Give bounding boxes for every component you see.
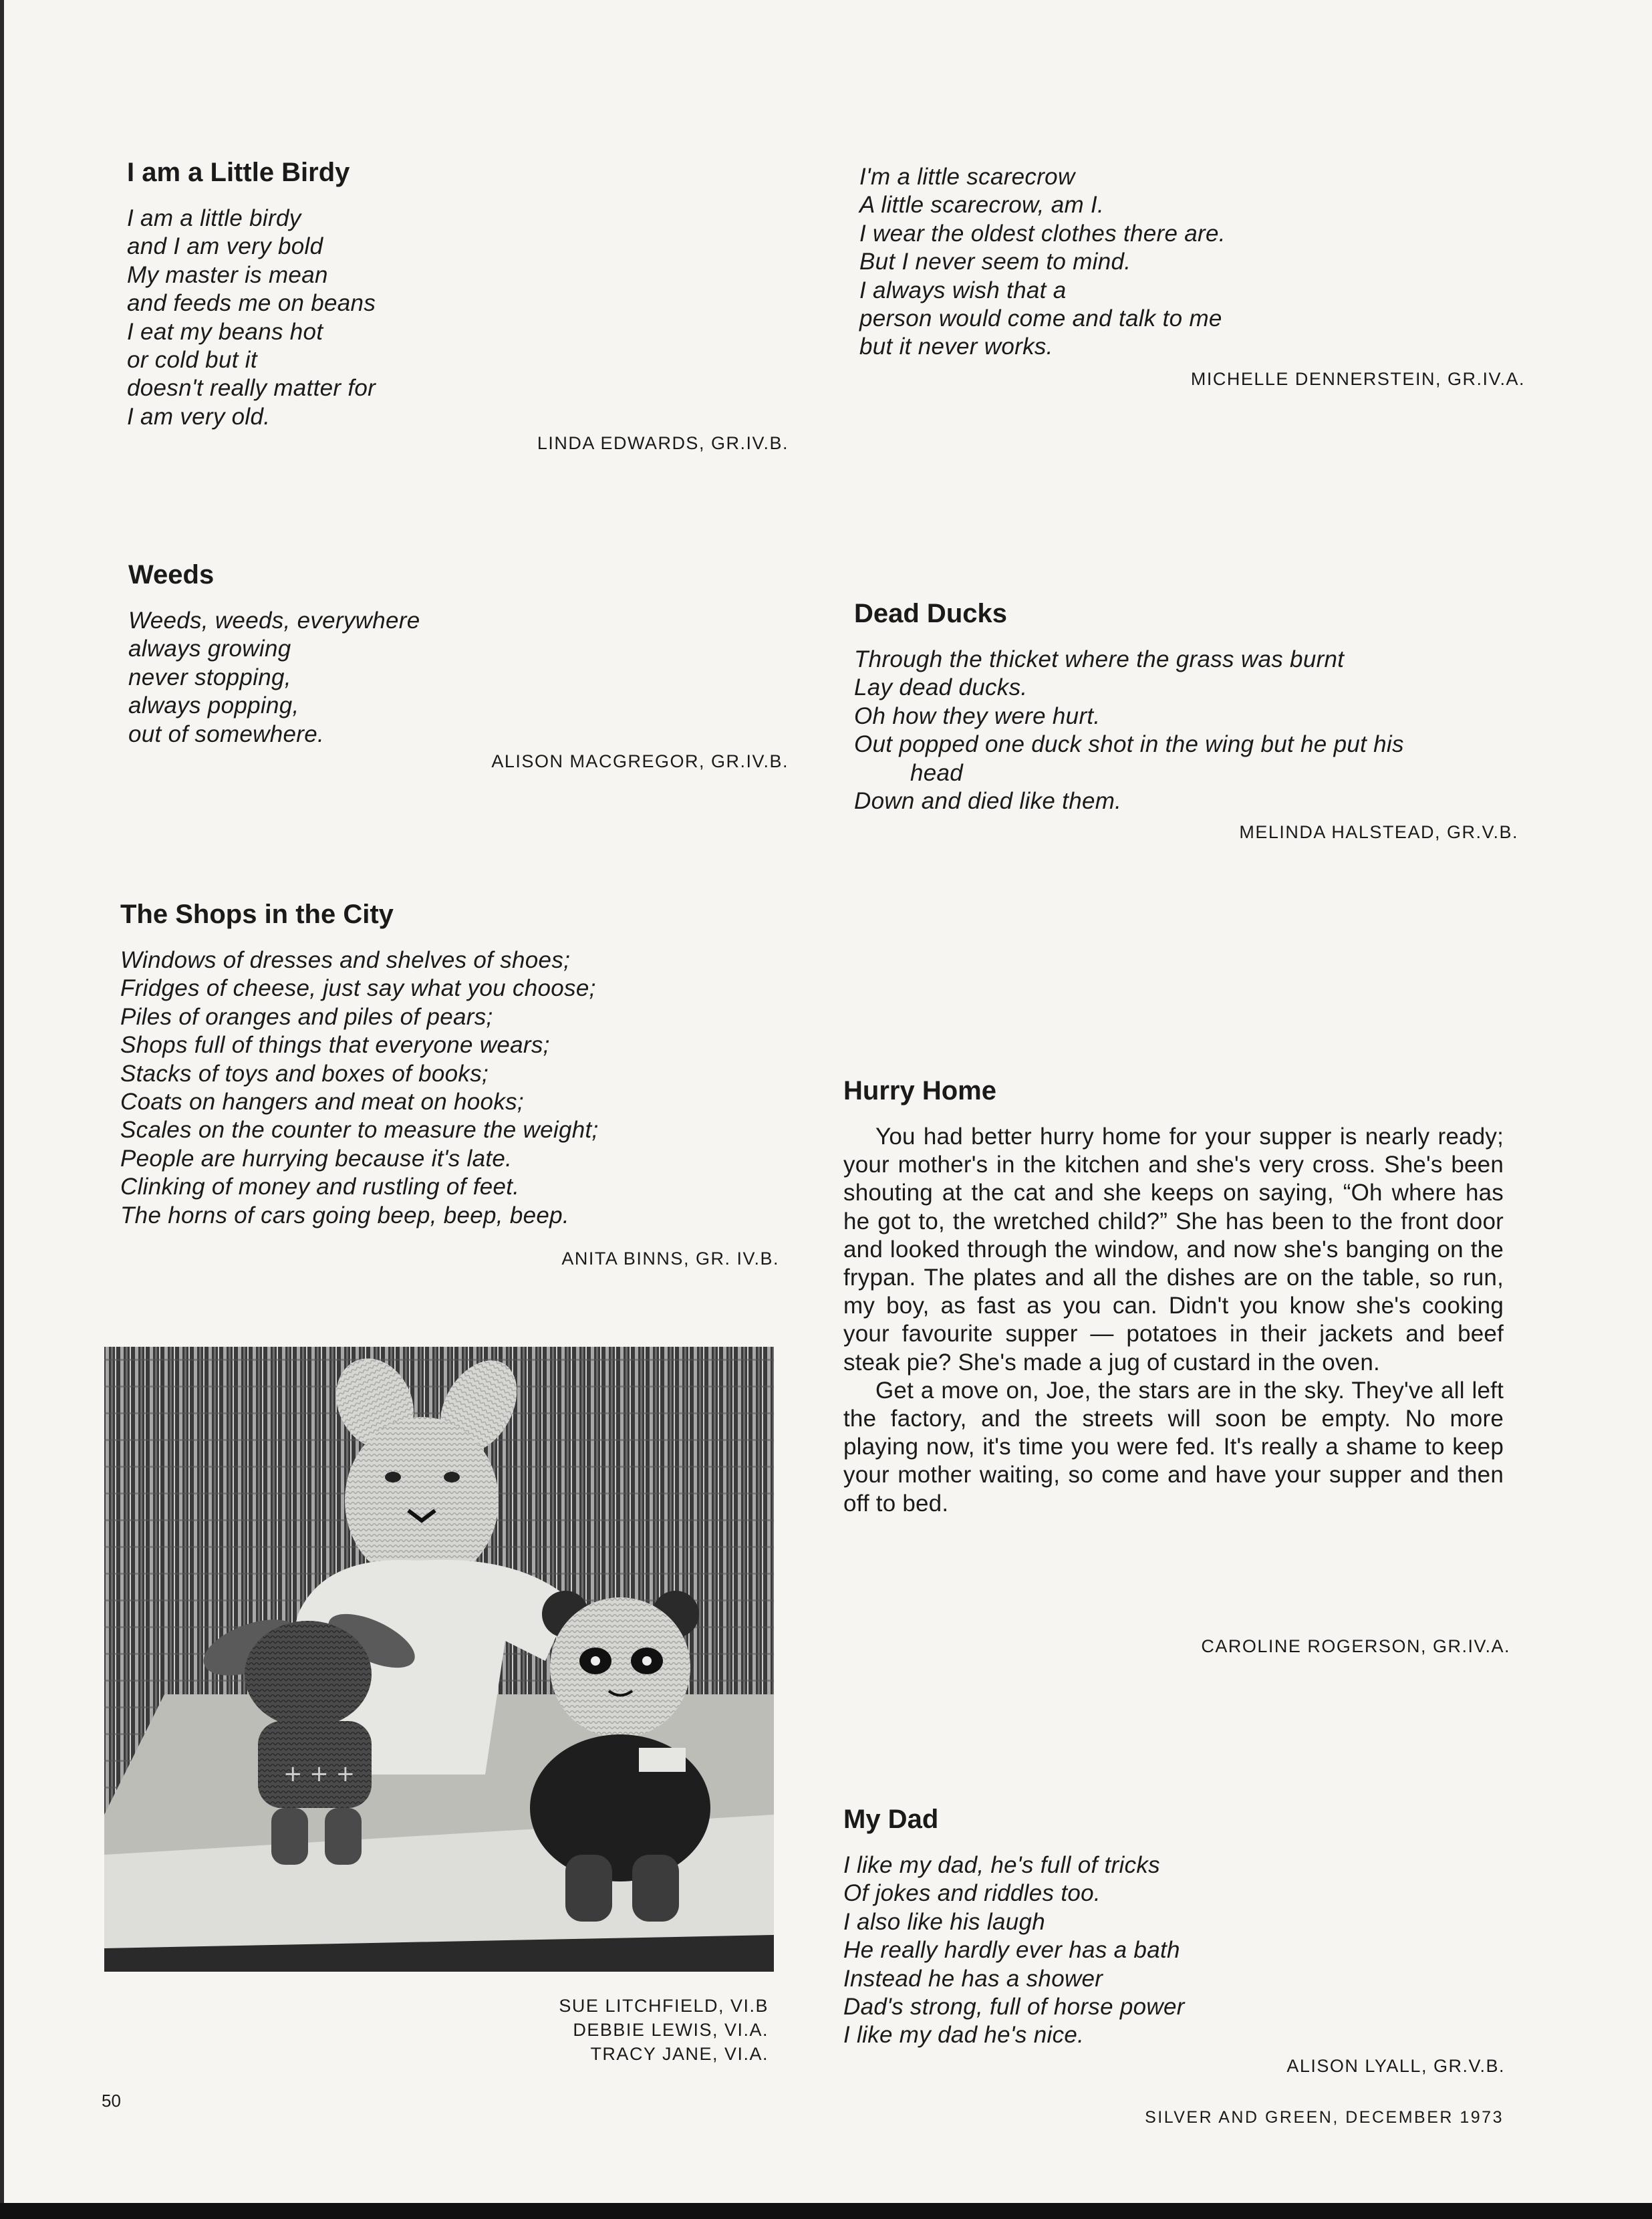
- poem-line: I also like his laugh: [843, 1908, 1046, 1935]
- poem-line: never stopping,: [128, 664, 291, 690]
- poem-line: A little scarecrow, am I.: [859, 192, 1105, 219]
- story-paragraph: You had better hurry home for your supper is nearly ready; your mother's in the kitchen and she's very cross. She's been shouting at the cat and she keeps on saying, “Oh where has he got to, the wretched child?” She has been to the front door and looked through the window, and now she's banging on the frypan. The plates and all the dishes are on the table, so run, my boy, as fast as you can. Didn't you know she's cooking your favourite supper — potatoes in their jackets and beef steak pie? She's made a jug of custard in the oven.: [843, 1124, 1504, 1376]
- poem-line: Clinking of money and rustling of feet.: [120, 1174, 520, 1200]
- author-credit: ANITA BINNS, GR. IV.B.: [561, 1249, 779, 1269]
- poem-line: I always wish that a: [859, 277, 1067, 303]
- poem-line: Oh how they were hurt.: [854, 702, 1101, 729]
- poem-title: Hurry Home: [843, 1076, 996, 1105]
- poem-line: Scales on the counter to measure the weight;: [120, 1117, 599, 1144]
- author-credit: CAROLINE ROGERSON, GR.IV.A.: [1201, 1636, 1510, 1656]
- poem-line: and I am very bold: [127, 233, 323, 260]
- poem-line: head: [910, 759, 964, 786]
- poem-line: I am a little birdy: [127, 205, 301, 231]
- poem-birdy: [127, 156, 376, 431]
- knitted-toys-photo: [104, 1347, 774, 1972]
- poem-line: Down and died like them.: [854, 788, 1122, 815]
- poem-title: Dead Ducks: [854, 599, 1007, 628]
- poem-body: [854, 646, 1404, 815]
- author-credit: LINDA EDWARDS, GR.IV.B.: [537, 433, 789, 453]
- poem-body: [843, 1851, 1185, 2050]
- caption-line: SUE LITCHFIELD, VI.B: [559, 1996, 769, 2016]
- poem-shops: [120, 898, 599, 1230]
- poem-body: [127, 205, 376, 431]
- poem-line: I like my dad he's nice.: [843, 2022, 1085, 2049]
- poem-line: person would come and talk to me: [859, 305, 1222, 332]
- poem-line: or cold but it: [127, 347, 257, 374]
- poem-line: I like my dad, he's full of tricks: [843, 1852, 1160, 1878]
- poem-line: Dad's strong, full of horse power: [843, 1994, 1185, 2020]
- author-credit: MELINDA HALSTEAD, GR.V.B.: [1239, 822, 1518, 842]
- poem-ducks: [854, 598, 1404, 815]
- caption-line: DEBBIE LEWIS, VI.A.: [573, 2020, 769, 2040]
- poem-line: My master is mean: [127, 261, 328, 288]
- story-paragraph: Get a move on, Joe, the stars are in the sky. They've all left the factory, and the streets will soon be empty. No more playing now, it's time you were fed. It's really a shame to keep your mother waiting, so come and have your supper and then off to bed.: [843, 1377, 1504, 1517]
- poem-body: [128, 607, 420, 749]
- poem-line: but it never works.: [859, 334, 1053, 360]
- poem-line: Windows of dresses and shelves of shoes;: [120, 947, 571, 973]
- poem-body: [120, 946, 599, 1230]
- poem-line: doesn't really matter for: [127, 375, 376, 402]
- poem-line: People are hurrying because it's late.: [120, 1145, 513, 1172]
- poem-line: always popping,: [128, 692, 299, 719]
- photo-caption: [559, 1994, 769, 2066]
- story-body: [843, 1123, 1504, 1518]
- knitted-toys-illustration: [104, 1347, 774, 1972]
- poem-line: Coats on hangers and meat on hooks;: [120, 1089, 524, 1116]
- poem-line: Instead he has a shower: [843, 1965, 1103, 1992]
- poem-line: Fridges of cheese, just say what you choose;: [120, 975, 596, 1002]
- poem-line: Lay dead ducks.: [854, 674, 1028, 701]
- poem-line: I'm a little scarecrow: [859, 164, 1075, 190]
- poem-line: Stacks of toys and boxes of books;: [120, 1060, 489, 1087]
- poem-line: I am very old.: [127, 403, 271, 430]
- poem-line: always growing: [128, 636, 291, 662]
- caption-line: TRACY JANE, VI.A.: [590, 2044, 769, 2064]
- poem-line: Of jokes and riddles too.: [843, 1880, 1101, 1907]
- poem-line: The horns of cars going beep, beep, beep.: [120, 1202, 569, 1228]
- poem-line: Shops full of things that everyone wears;: [120, 1032, 550, 1059]
- poem-body: [859, 163, 1226, 362]
- poem-weeds: [128, 559, 420, 749]
- poem-line: out of somewhere.: [128, 721, 325, 747]
- bottom-band: [0, 2203, 1652, 2219]
- poem-line: Out popped one duck shot in the wing but he put his: [854, 731, 1404, 758]
- poem-line: Through the thicket where the grass was burnt: [854, 646, 1345, 672]
- poem-title: My Dad: [843, 1805, 939, 1834]
- story-hurry-home: [843, 1075, 1504, 1518]
- poem-dad: [843, 1803, 1185, 2050]
- poem-scarecrow: [859, 163, 1226, 362]
- poem-line: Weeds, weeds, everywhere: [128, 608, 420, 634]
- poem-title: Weeds: [128, 560, 215, 590]
- poem-line: He really hardly ever has a bath: [843, 1937, 1180, 1964]
- poem-line: But I never seem to mind.: [859, 249, 1131, 275]
- author-credit: ALISON MACGREGOR, GR.IV.B.: [491, 751, 789, 771]
- poem-line: I wear the oldest clothes there are.: [859, 220, 1226, 247]
- author-credit: MICHELLE DENNERSTEIN, GR.IV.A.: [1190, 369, 1525, 389]
- svg-text:+ + +: + + +: [283, 1760, 356, 1787]
- poem-title: The Shops in the City: [120, 900, 394, 929]
- author-credit: ALISON LYALL, GR.V.B.: [1286, 2056, 1505, 2076]
- poem-title: I am a Little Birdy: [127, 158, 350, 187]
- publication-footer: SILVER AND GREEN, DECEMBER 1973: [1145, 2108, 1504, 2127]
- page-edge: [0, 0, 4, 2219]
- poem-line: and feeds me on beans: [127, 290, 376, 317]
- poem-line: Piles of oranges and piles of pears;: [120, 1003, 493, 1030]
- page-number: 50: [102, 2091, 121, 2111]
- poem-line: I eat my beans hot: [127, 318, 323, 345]
